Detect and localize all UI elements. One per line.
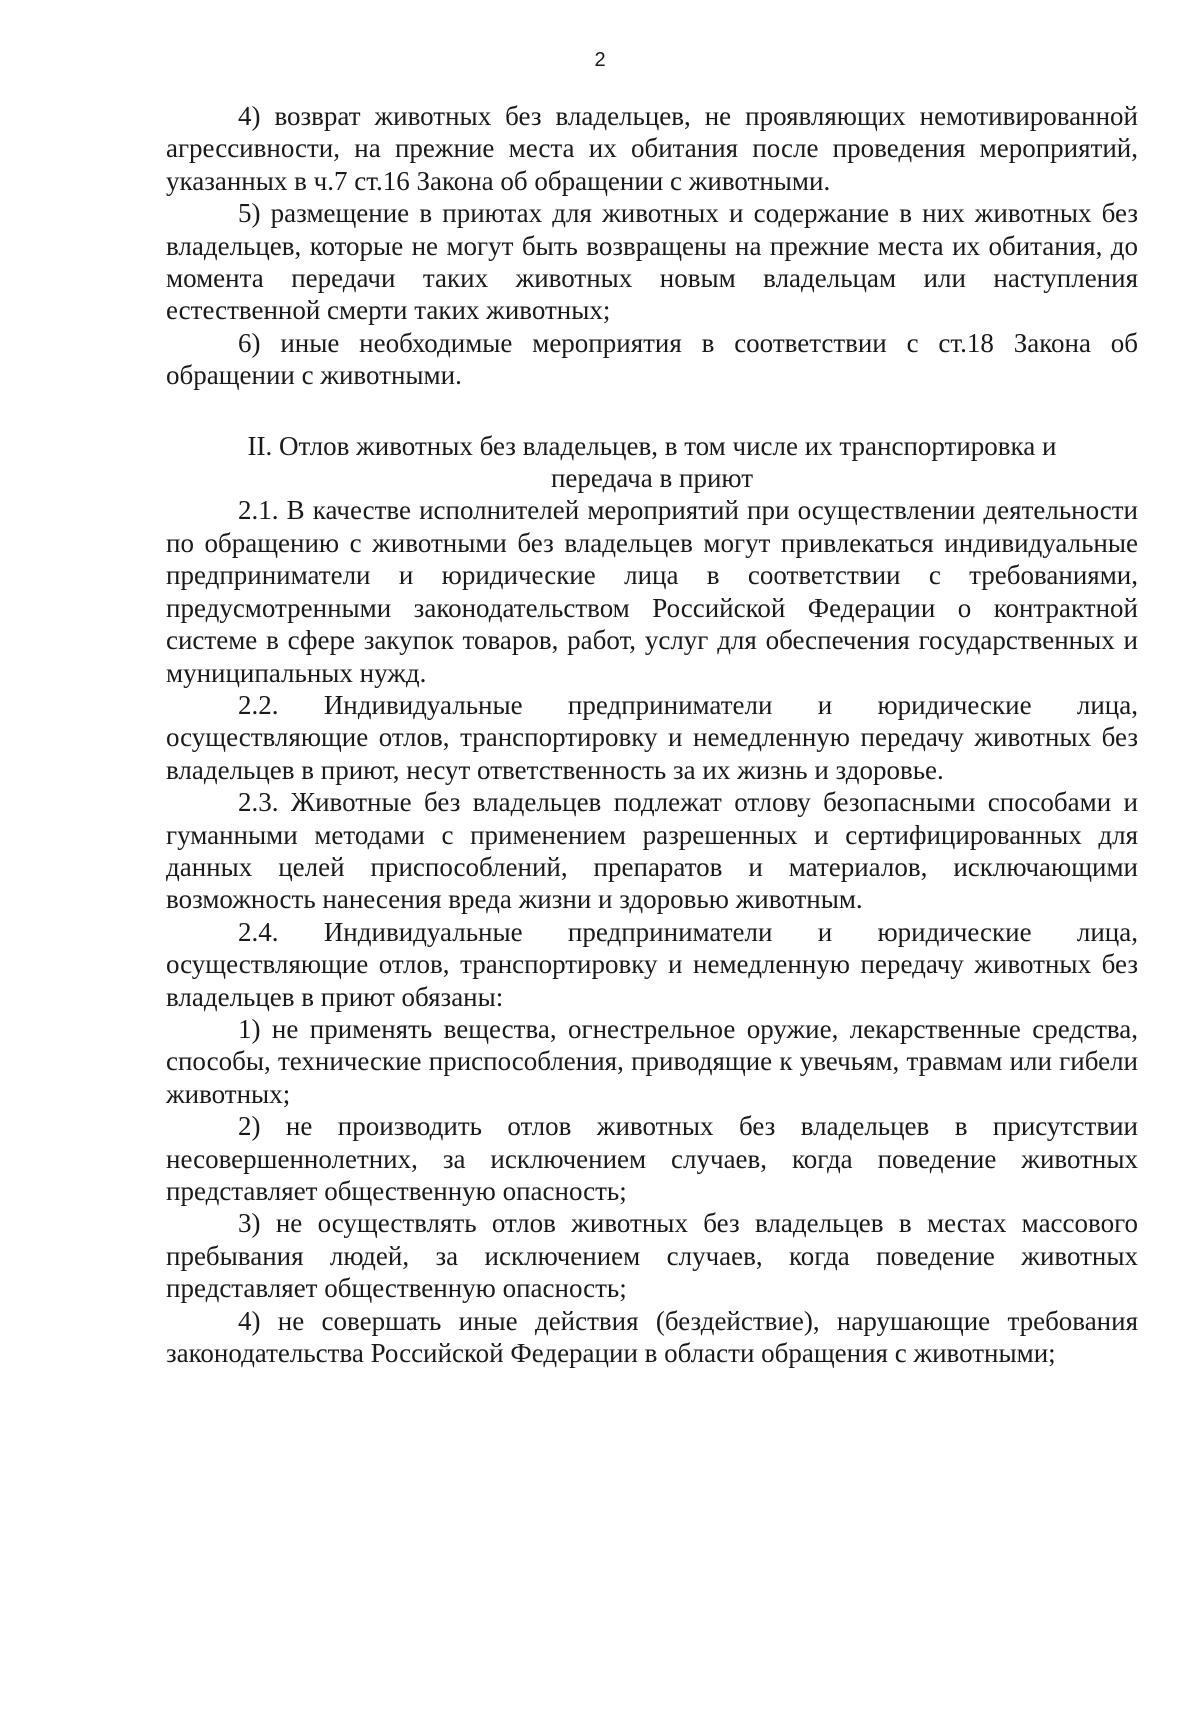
paragraph-2-4: 2.4. Индивидуальные предприниматели и юридические лица, осуществляющие отлов, транспортировку и немедленную передачу животных без владельцев в приют обязаны: — [166, 916, 1138, 1012]
obligation-item-3: 3) не осуществлять отлов животных без владельцев в местах массового пребывания людей, за исключением случаев, когда поведение животных представляет общественную опасность; — [166, 1208, 1138, 1304]
paragraph-2-2: 2.2. Индивидуальные предприниматели и юридические лица, осуществляющие отлов, транспортировку и немедленную передачу животных без владельцев в приют, несут ответственность за их жизнь и здоровье. — [166, 689, 1138, 785]
obligation-item-4: 4) не совершать иные действия (бездействие), нарушающие требования законодательства Российской Федерации в области обращения с животными; — [166, 1305, 1138, 1369]
paragraph-2-1: 2.1. В качестве исполнителей мероприятий при осуществлении деятельности по обращению с животными без владельцев могут привлекаться индивидуальные предприниматели и юридические лица в соответствии с требованиями, предусмотренными законодательством Российской Федерации о контрактной системе в сфере закупок товаров, работ, услуг для обеспечения государственных и муниципальных нужд. — [166, 495, 1138, 688]
section-heading — [166, 430, 1138, 495]
paragraph-item-5-shelter: 5) размещение в приютах для животных и содержание в них животных без владельцев, которые не могут быть возвращены на прежние места их обитания, до момента передачи таких животных новым владельцам или наступления естественной смерти таких животных; — [166, 198, 1138, 326]
section-heading-line-2: передача в приют — [550, 463, 754, 494]
paragraph-item-4-return: 4) возврат животных без владельцев, не проявляющих немотивированной агрессивности, на прежние места их обитания после проведения мероприятий, указанных в ч.7 ст.16 Закона об обращении с животными. — [166, 101, 1138, 196]
page-number: 2 — [594, 49, 606, 71]
obligation-item-2: 2) не производить отлов животных без владельцев в присутствии несовершеннолетних, за исключением случаев, когда поведение животных представляет общественную опасность; — [166, 1111, 1138, 1206]
document-body — [166, 100, 1138, 1369]
obligation-item-1: 1) не применять вещества, огнестрельное оружие, лекарственные средства, способы, технические приспособления, приводящие к увечьям, травмам или гибели животных; — [166, 1013, 1138, 1109]
section-heading-line-1: II. Отлов животных без владельцев, в том числе их транспортировка и — [247, 430, 1057, 461]
paragraph-2-3: 2.3. Животные без владельцев подлежат отлову безопасными способами и гуманными методами с применением разрешенных и сертифицированных для данных целей приспособлений, препаратов и материалов, исключающими возможность нанесения вреда жизни и здоровью животным. — [166, 787, 1138, 915]
paragraph-item-6-other: 6) иные необходимые мероприятия в соответствии с ст.18 Закона об обращении с животными. — [166, 327, 1138, 391]
